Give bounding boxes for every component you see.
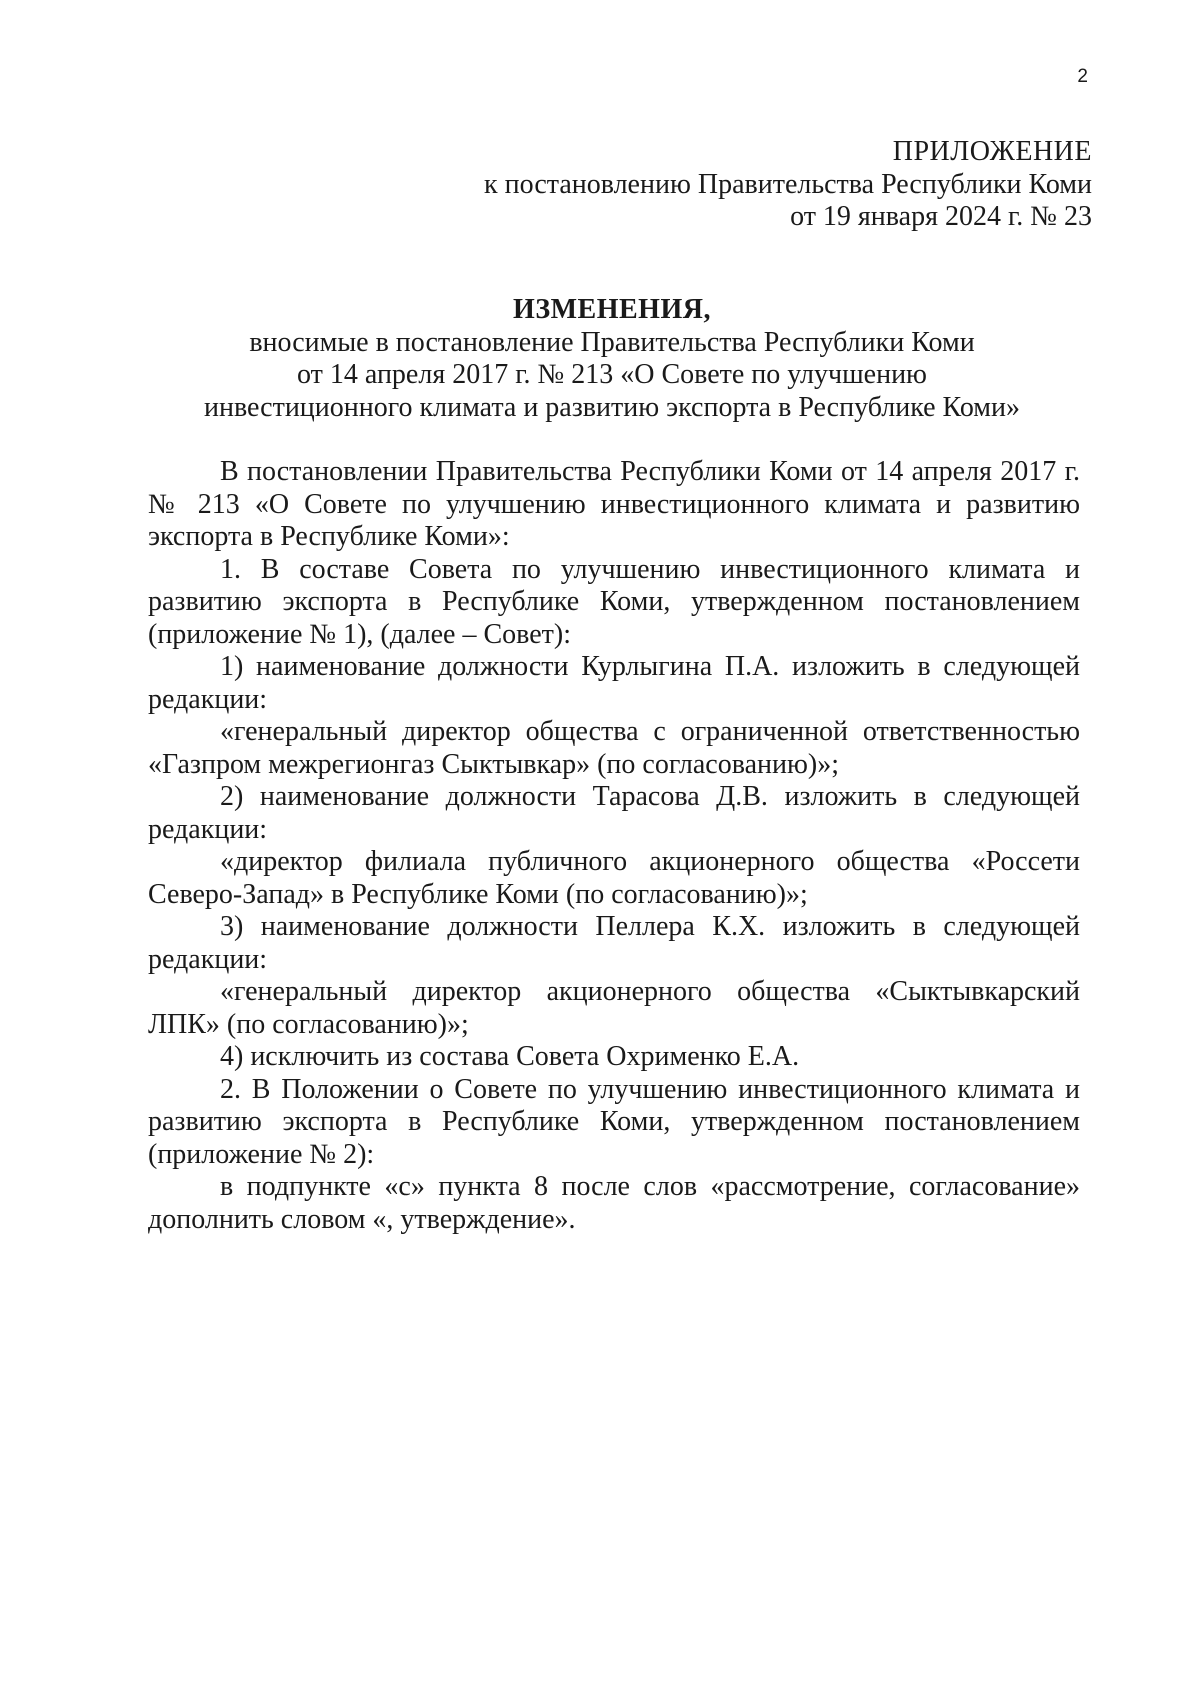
- document-heading: [150, 294, 1074, 424]
- item-2-text: в подпункте «с» пункта 8 после слов «рассмотрение, согласование» дополнить словом «, утверждение».: [148, 1171, 1080, 1235]
- document-body: [148, 456, 1080, 1236]
- subitem-1-text: «генеральный директор общества с ограниченной ответственностью «Газпром межрегионгаз Сыктывкар» (по согласованию)»;: [148, 716, 1080, 780]
- approval-heading: ПРИЛОЖЕНИЕ: [892, 136, 1092, 167]
- approval-block: [484, 136, 1092, 234]
- subitem-1-paragraph: 1) наименование должности Курлыгина П.А. изложить в следующей редакции:: [148, 651, 1080, 715]
- item-1-paragraph: 1. В составе Совета по улучшению инвестиционного климата и развитию экспорта в Республике Коми, утвержденном постановлением (приложение № 1), (далее – Совет):: [148, 553, 1080, 650]
- subitem-3-paragraph: 3) наименование должности Пеллера К.Х. изложить в следующей редакции:: [148, 911, 1080, 975]
- approval-line: к постановлению Правительства Республики Коми: [484, 168, 1092, 200]
- page-number: 2: [1077, 66, 1088, 87]
- intro-paragraph: В постановлении Правительства Республики Коми от 14 апреля 2017 г. № 213 «О Совете по улучшению инвестиционного климата и развитию экспорта в Республике Коми»:: [148, 456, 1080, 552]
- item-2-paragraph: 2. В Положении о Совете по улучшению инвестиционного климата и развитию экспорта в Республике Коми, утвержденном постановлением (приложение № 2):: [148, 1073, 1080, 1170]
- document-title: ИЗМЕНЕНИЯ,: [513, 294, 711, 325]
- subitem-3-text: «генеральный директор акционерного общества «Сыктывкарский ЛПК» (по согласованию)»;: [148, 976, 1080, 1040]
- subitem-2-paragraph: 2) наименование должности Тарасова Д.В. изложить в следующей редакции:: [148, 781, 1080, 845]
- document-subtitle-line: инвестиционного климата и развитию экспорта в Республике Коми»: [204, 391, 1020, 423]
- document-subtitle-line: от 14 апреля 2017 г. № 213 «О Совете по улучшению: [297, 359, 927, 390]
- subitem-2-text: «директор филиала публичного акционерного общества «Россети Северо-Запад» в Республике Коми (по согласованию)»;: [148, 846, 1080, 910]
- document-subtitle-line: вносимые в постановление Правительства Республики Коми: [249, 326, 975, 358]
- approval-date-line: от 19 января 2024 г. № 23: [790, 201, 1092, 232]
- subitem-4-paragraph: 4) исключить из состава Совета Охрименко Е.А.: [220, 1041, 800, 1072]
